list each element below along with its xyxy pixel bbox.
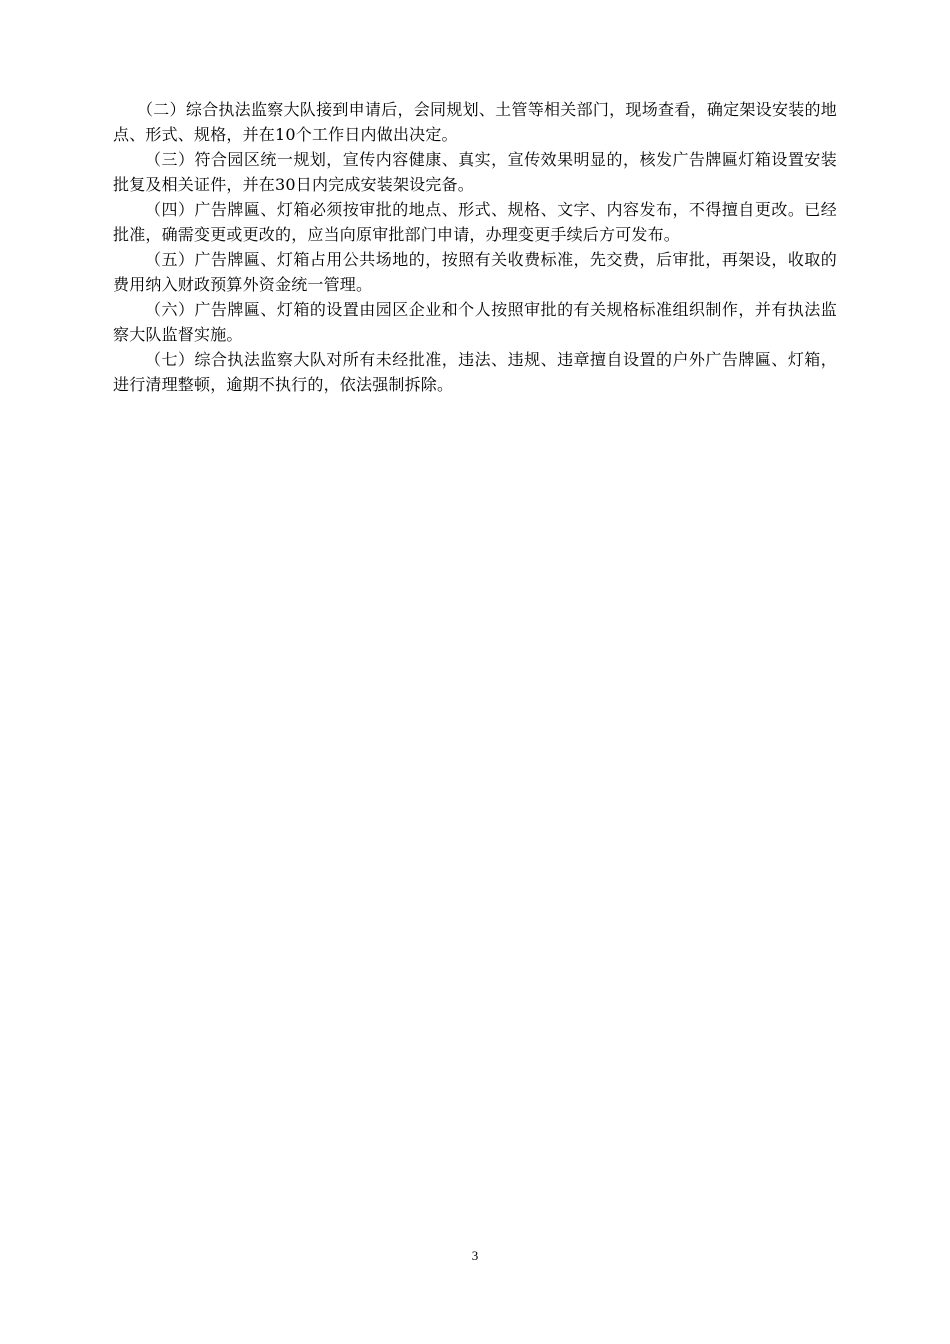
paragraph-3: （三）符合园区统一规划，宣传内容健康、真实，宣传效果明显的，核发广告牌匾灯箱设置安装批复及相关证件，并在30日内完成安装架设完备。 (113, 150, 837, 194)
paragraph-5: （五）广告牌匾、灯箱占用公共场地的，按照有关收费标准，先交费，后审批，再架设，收取的费用纳入财政预算外资金统一管理。 (113, 250, 837, 294)
paragraph-2: （二）综合执法监察大队接到申请后，会同规划、土管等相关部门，现场查看，确定架设安装的地点、形式、规格，并在10个工作日内做出决定。 (113, 100, 837, 144)
page-number: 3 (471, 1248, 479, 1263)
paragraph-6: （六）广告牌匾、灯箱的设置由园区企业和个人按照审批的有关规格标准组织制作，并有执法监察大队监督实施。 (113, 300, 837, 344)
paragraph-7: （七）综合执法监察大队对所有未经批准，违法、违规、违章擅自设置的户外广告牌匾、灯箱，进行清理整顿，逾期不执行的，依法强制拆除。 (113, 350, 837, 394)
document-body (113, 97, 837, 397)
paragraph-4: （四）广告牌匾、灯箱必须按审批的地点、形式、规格、文字、内容发布，不得擅自更改。已经批准，确需变更或更改的，应当向原审批部门申请，办理变更手续后方可发布。 (113, 200, 837, 244)
